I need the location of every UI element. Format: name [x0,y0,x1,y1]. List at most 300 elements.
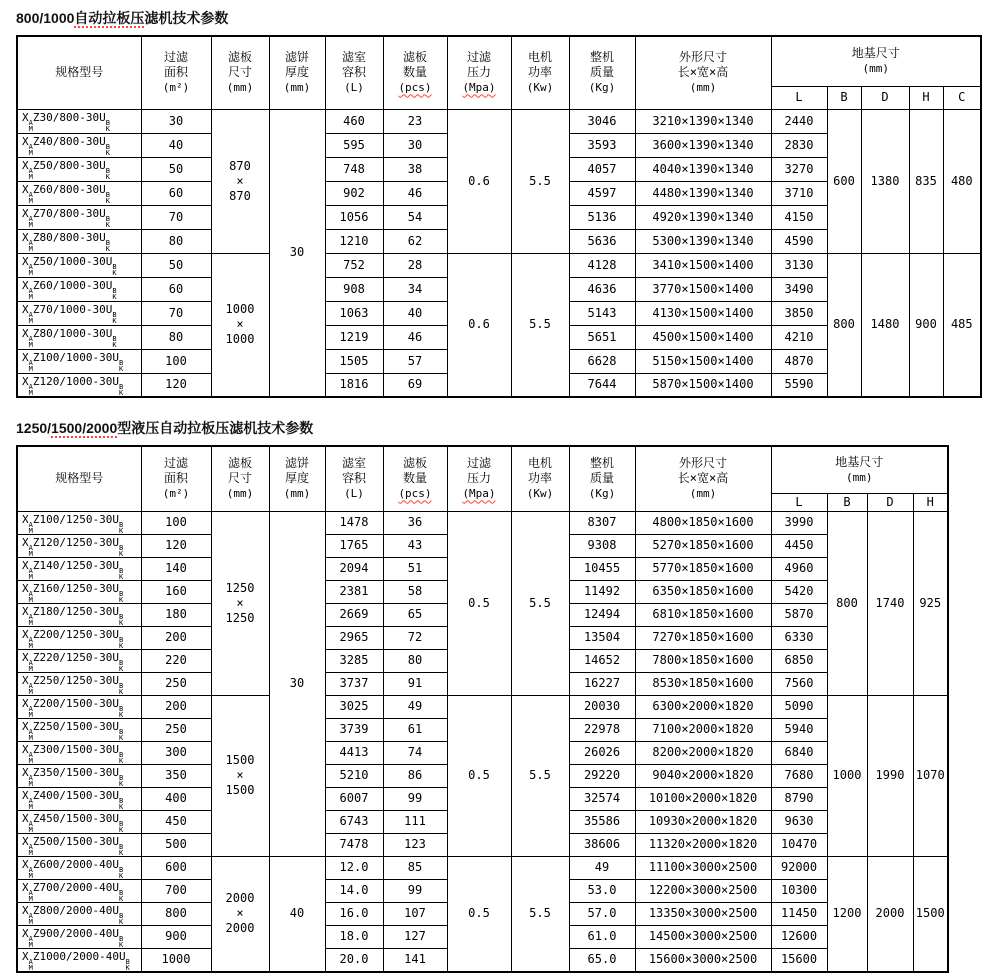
plate-size-lines [212,302,269,347]
model-prefix: X [22,742,29,756]
table-row [17,856,948,879]
model-sub: K [118,388,124,397]
cell-model [17,157,141,181]
cell-model [17,109,141,133]
model-sub: K [118,756,124,764]
plate-size-line: 2000 [225,891,255,905]
cell-machine-weight: 3046 [569,109,635,133]
model-sup: B [118,566,124,575]
model-sup: B [125,957,130,966]
cell-foundation-H: 835 [909,109,943,253]
model-prefix: X [22,255,29,268]
cell-plate-count: 107 [383,902,447,925]
model-sub: K [118,894,124,902]
cell-chamber-volume: 1478 [325,511,383,534]
model-sup: A [28,888,33,897]
model-sub: M [28,572,33,580]
plate-size-line: 1000 [225,332,255,347]
model-prefix: X [22,926,29,940]
model-prefix: X [22,857,29,871]
header-line: 地基尺寸 [851,46,900,61]
model-suffix: U [112,535,119,549]
col-header-foundation-H: H [909,86,943,109]
cell-foundation-L: 3710 [771,181,827,205]
header-line: 面积 [163,471,188,486]
col-header-2 [269,446,325,511]
header-line: (mm) [862,62,890,76]
model-sup: A [28,658,33,667]
model-sub: K [105,173,110,181]
cell-filter-area: 50 [141,157,211,181]
model-suffix: U [112,742,119,756]
model-sup: B [118,796,124,805]
cell-foundation-L: 4870 [771,349,827,373]
plate-size-line: × [236,906,244,920]
model-sup: A [28,842,33,851]
plate-size-line: × [236,768,244,782]
model-sub: K [105,197,110,205]
model-sub: K [118,549,124,557]
cell-outline-dims: 10100×2000×1820 [635,787,771,810]
header-line: 厚度 [284,65,309,80]
cell-cake-thickness: 40 [269,856,325,972]
header-line: 容积 [341,471,366,486]
header-line: (Mpa) [462,487,496,501]
cell-filter-area: 80 [141,229,211,253]
model-sup: B [112,287,117,295]
model-supsub [112,288,116,300]
cell-filter-area: 800 [141,902,211,925]
cell-model [17,649,141,672]
model-sub: M [28,293,33,301]
model-supsub [119,683,123,695]
cell-plate-count: 49 [383,695,447,718]
cell-outline-dims: 9040×2000×1820 [635,764,771,787]
cell-foundation-B: 1000 [827,695,867,856]
model-body: Z600/2000-40 [32,857,113,871]
cell-plate-size [211,856,269,972]
header-lines [636,50,771,95]
model-sup: B [118,704,124,713]
cell-foundation-L: 12600 [771,925,827,948]
model-prefix: X [22,512,29,526]
cell-foundation-L: 6840 [771,741,827,764]
cell-machine-weight: 14652 [569,649,635,672]
model-sub: K [118,848,124,856]
col-header-0 [141,36,211,109]
model-sup: B [118,727,124,736]
cell-foundation-L: 4150 [771,205,827,229]
header-lines [570,50,635,95]
header-line: 滤板 [402,50,427,65]
model-body: Z1000/2000-40 [32,949,119,963]
header-lines [772,46,981,76]
cell-model [17,301,141,325]
header-line: 外形尺寸 [678,456,727,471]
model-sup: A [28,796,33,805]
model-sub: M [28,197,33,205]
cell-foundation-L: 5940 [771,718,827,741]
cell-outline-dims: 11320×2000×1820 [635,833,771,856]
plate-size-line: × [236,317,244,332]
header-line: 过滤 [466,456,491,471]
model-sub: M [28,871,33,879]
table-row [17,253,981,277]
col-header-3 [325,446,383,511]
model-body: Z200/1500-30 [32,696,113,710]
header-line: 滤板 [227,50,252,65]
model-supsub [119,384,123,396]
model-suffix: U [105,255,113,268]
header-line: (pcs) [398,487,432,501]
cell-plate-size [211,109,269,253]
header-lines [570,456,635,501]
table1-title [16,9,997,27]
model-prefix: X [22,650,29,664]
header-lines [142,50,211,95]
cell-chamber-volume: 3737 [325,672,383,695]
model-sup: B [105,119,110,127]
spec-table-800-1000 [16,35,982,398]
model-sup: A [28,215,33,223]
model-suffix: U [99,231,106,244]
model-supsub [119,936,123,948]
model-body: Z900/2000-40 [32,926,113,940]
model-sup: B [105,167,110,175]
cell-chamber-volume: 2381 [325,580,383,603]
cell-outline-dims: 10930×2000×1820 [635,810,771,833]
cell-model [17,718,141,741]
plate-size-line: 1000 [225,302,255,317]
header-line: 过滤 [466,50,491,65]
model-body: Z70/800-30 [32,207,100,220]
model-sub: M [28,618,33,626]
model-sub: M [28,365,33,373]
model-prefix: X [22,903,29,917]
section-800-1000 [16,9,997,398]
cell-machine-weight: 3593 [569,133,635,157]
header-line: (m²) [162,487,190,501]
cell-machine-weight: 8307 [569,511,635,534]
plate-size-lines [212,581,269,626]
cell-model [17,695,141,718]
model-prefix: X [22,719,29,733]
cell-outline-dims: 12200×3000×2500 [635,879,771,902]
cell-plate-count: 65 [383,603,447,626]
cell-plate-count: 111 [383,810,447,833]
model-prefix: X [22,949,29,963]
header-line: 功率 [527,65,552,80]
cell-machine-weight: 6628 [569,349,635,373]
model-prefix: X [22,558,29,572]
col-header-6 [511,36,569,109]
model-supsub [119,890,123,902]
table1-title-marked: 自动拉板压 [74,10,145,26]
model-sup: A [28,566,33,575]
model-sub: M [28,149,33,157]
cell-plate-size [211,511,269,695]
model-sup: B [118,359,124,367]
model-sup: B [118,934,124,943]
model-prefix: X [22,327,29,340]
model-sup: B [105,191,110,199]
cell-chamber-volume: 7478 [325,833,383,856]
col-header-8 [635,36,771,109]
model-suffix: U [105,279,113,292]
cell-outline-dims: 7800×1850×1600 [635,649,771,672]
header-line: 整机 [589,456,614,471]
cell-plate-count: 91 [383,672,447,695]
model-suffix: U [112,834,119,848]
cell-machine-weight: 4636 [569,277,635,301]
model-body: Z300/1500-30 [32,742,113,756]
cell-foundation-B: 800 [827,253,861,397]
col-header-foundation-L: L [771,493,827,511]
model-sub: K [118,572,124,580]
cell-outline-dims: 3410×1500×1400 [635,253,771,277]
model-sup: B [118,658,124,667]
model-supsub [119,522,123,534]
model-sup: A [28,773,33,782]
cell-model [17,133,141,157]
model-suffix: U [112,650,119,664]
col-header-4 [383,36,447,109]
cell-foundation-L: 11450 [771,902,827,925]
model-body: Z120/1250-30 [32,535,113,549]
header-lines [512,456,569,501]
model-prefix: X [22,696,29,710]
header-lines [270,456,325,501]
cell-plate-count: 34 [383,277,447,301]
model-supsub [119,660,123,672]
table1-title-suffix: 滤机技术参数 [144,10,229,26]
cell-filter-area: 700 [141,879,211,902]
model-prefix: X [22,535,29,549]
model-body: Z50/1000-30 [32,255,106,268]
cell-machine-weight: 5136 [569,205,635,229]
model-sup: A [28,382,33,391]
model-suffix: U [112,374,119,388]
model-supsub [119,568,123,580]
col-header-1 [211,446,269,511]
header-line: (Mpa) [462,81,496,95]
cell-machine-weight: 5636 [569,229,635,253]
col-header-model: 规格型号 [17,36,141,109]
model-sub: K [118,779,124,787]
model-suffix: U [112,926,119,940]
cell-foundation-H: 1500 [913,856,948,972]
model-sub: K [118,733,124,741]
cell-machine-weight: 22978 [569,718,635,741]
cell-cake-thickness: 30 [269,109,325,397]
header-line: (Kw) [526,487,554,501]
cell-model [17,603,141,626]
col-header-4 [383,446,447,511]
cell-plate-count: 30 [383,133,447,157]
model-sup: B [118,382,124,391]
header-lines [636,456,771,501]
model-sub: K [118,871,124,879]
cell-plate-count: 51 [383,557,447,580]
cell-machine-weight: 4128 [569,253,635,277]
plate-size-lines [212,159,269,204]
model-body: Z400/1500-30 [32,788,113,802]
cell-foundation-L: 92000 [771,856,827,879]
cell-foundation-L: 6850 [771,649,827,672]
cell-foundation-D: 1990 [867,695,913,856]
model-sup: A [28,359,33,367]
cell-machine-weight: 7644 [569,373,635,397]
model-prefix: X [22,834,29,848]
cell-machine-weight: 32574 [569,787,635,810]
model-sub: M [28,526,33,534]
header-line: 整机 [589,50,614,65]
model-sup: A [28,612,33,621]
model-sub: K [112,341,117,349]
cell-chamber-volume: 6743 [325,810,383,833]
cell-machine-weight: 9308 [569,534,635,557]
cell-foundation-L: 10300 [771,879,827,902]
cell-outline-dims: 4800×1850×1600 [635,511,771,534]
cell-filter-area: 30 [141,109,211,133]
cell-foundation-L: 3270 [771,157,827,181]
model-sup: B [118,911,124,920]
table-header [17,36,981,109]
model-sub: M [28,917,33,925]
cell-model [17,626,141,649]
cell-outline-dims: 14500×3000×2500 [635,925,771,948]
header-line: 滤板 [402,456,427,471]
cell-machine-weight: 12494 [569,603,635,626]
cell-plate-count: 40 [383,301,447,325]
cell-outline-dims: 15600×3000×2500 [635,948,771,972]
model-sup: A [28,119,33,127]
cell-plate-count: 57 [383,349,447,373]
model-prefix: X [22,207,29,220]
cell-plate-count: 36 [383,511,447,534]
cell-machine-weight: 13504 [569,626,635,649]
table-header [17,446,948,511]
header-line: 尺寸 [227,471,252,486]
cell-chamber-volume: 4413 [325,741,383,764]
cell-machine-weight: 61.0 [569,925,635,948]
model-suffix: U [112,604,119,618]
model-sub: K [112,293,117,301]
model-body: Z100/1250-30 [32,512,113,526]
model-sup: A [28,635,33,644]
model-sup: B [112,311,117,319]
model-body: Z250/1500-30 [32,719,113,733]
cell-plate-count: 46 [383,181,447,205]
model-sup: B [118,612,124,621]
cell-plate-size [211,695,269,856]
model-supsub [106,120,110,132]
section-1250-1500-2000 [16,419,997,973]
cell-filter-area: 250 [141,672,211,695]
table1-title-prefix: 800/1000 [16,10,75,26]
model-prefix: X [22,811,29,825]
model-body: Z450/1500-30 [32,811,113,825]
table2-title-prefix: 1250/ [16,420,52,436]
cell-filter-pressure: 0.6 [447,253,511,397]
model-sub: M [28,388,33,397]
cell-filter-area: 80 [141,325,211,349]
cell-model [17,764,141,787]
cell-motor-power: 5.5 [511,695,569,856]
model-sub: K [118,618,124,626]
cell-chamber-volume: 14.0 [325,879,383,902]
model-sup: A [28,239,33,247]
model-sub: K [118,526,124,534]
model-sup: B [118,842,124,851]
model-sup: B [118,681,124,690]
cell-plate-count: 99 [383,879,447,902]
model-sub: K [105,125,110,133]
col-header-foundation-H: H [913,493,948,511]
header-line: 电机 [527,50,552,65]
model-body: Z80/1000-30 [32,327,106,340]
model-prefix: X [22,231,29,244]
col-header-3 [325,36,383,109]
cell-foundation-H: 925 [913,511,948,695]
cell-plate-count: 80 [383,649,447,672]
model-body: Z250/1250-30 [32,673,113,687]
header-line: (Kw) [526,81,554,95]
cell-machine-weight: 4597 [569,181,635,205]
cell-plate-count: 54 [383,205,447,229]
model-body: Z800/2000-40 [32,903,113,917]
cell-foundation-D: 1740 [867,511,913,695]
cell-plate-count: 123 [383,833,447,856]
plate-size-lines [212,753,269,798]
header-lines [772,455,948,485]
model-suffix: U [99,159,106,172]
model-sup: A [28,520,33,529]
model-sub: M [28,549,33,557]
model-suffix: U [112,673,119,687]
model-sub: K [105,245,110,253]
header-line: 压力 [466,65,491,80]
plate-size-line: 1250 [225,610,255,625]
model-sub: M [28,802,33,810]
plate-size-line: × [236,595,244,610]
cell-foundation-L: 4210 [771,325,827,349]
model-sub: K [118,664,124,672]
model-prefix: X [22,374,29,388]
cell-machine-weight: 29220 [569,764,635,787]
model-prefix: X [22,604,29,618]
model-prefix: X [22,880,29,894]
cell-outline-dims: 6300×2000×1820 [635,695,771,718]
model-prefix: X [22,627,29,641]
model-supsub [106,144,110,156]
cell-cake-thickness: 30 [269,511,325,856]
header-line: 长×宽×高 [677,471,729,486]
header-line: (L) [344,487,364,501]
model-suffix: U [99,183,106,196]
cell-foundation-L: 9630 [771,810,827,833]
model-sub: K [112,269,117,277]
cell-chamber-volume: 908 [325,277,383,301]
model-sup: B [118,888,124,897]
model-sub: M [28,664,33,672]
cell-model [17,948,141,972]
cell-model [17,253,141,277]
model-sup: B [118,635,124,644]
model-sub: M [28,317,33,325]
cell-foundation-L: 2830 [771,133,827,157]
cell-filter-area: 300 [141,741,211,764]
